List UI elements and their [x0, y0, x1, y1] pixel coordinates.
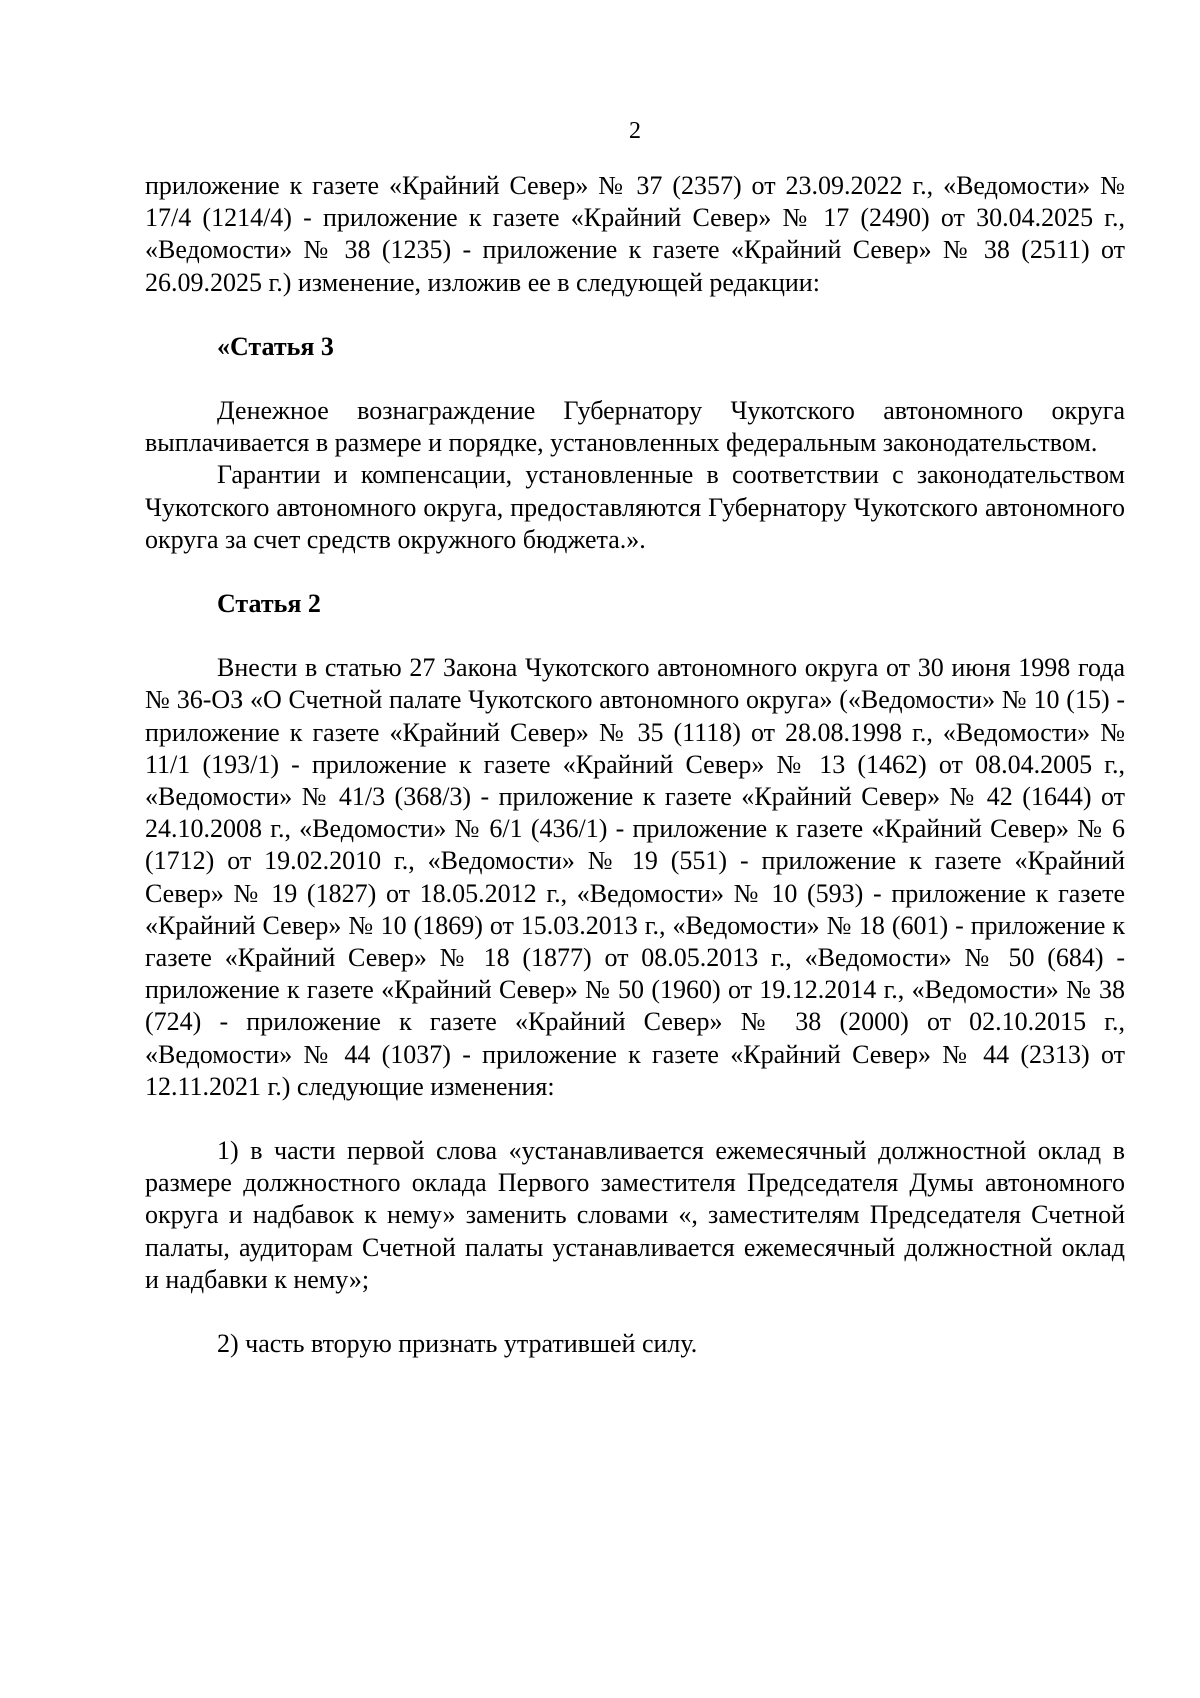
document-body	[145, 170, 1125, 1360]
article-2-heading: Статья 2	[217, 589, 321, 619]
article-3-paragraph-2: Гарантии и компенсации, установленные в соответствии с законодательством Чукотского автономного округа, предоставляются Губернатору Чукотского автономного округа за счет средств окружного бюджета.».	[145, 460, 1125, 554]
article-2-paragraph-1: Внести в статью 27 Закона Чукотского автономного округа от 30 июня 1998 года № 36-ОЗ «О Счетной палате Чукотского автономного округа» («Ведомости» № 10 (15) - приложение к газете «Крайний Север» № 35 (1118) от 28.08.1998 г., «Ведомости» № 11/1 (193/1) - приложение к газете «Крайний Север» № 13 (1462) от 08.04.2005 г., «Ведомости» № 41/3 (368/3) - приложение к газете «Крайний Север» № 42 (1644) от 24.10.2008 г., «Ведомости» № 6/1 (436/1) - приложение к газете «Крайний Север» № 6 (1712) от 19.02.2010 г., «Ведомости» № 19 (551) - приложение к газете «Крайний Север» № 19 (1827) от 18.05.2012 г., «Ведомости» № 10 (593) - приложение к газете «Крайний Север» № 10 (1869) от 15.03.2013 г., «Ведомости» № 18 (601) - приложение к газете «Крайний Север» № 18 (1877) от 08.05.2013 г., «Ведомости» № 50 (684) - приложение к газете «Крайний Север» № 50 (1960) от 19.12.2014 г., «Ведомости» № 38 (724) - приложение к газете «Крайний Север» № 38 (2000) от 02.10.2015 г., «Ведомости» № 44 (1037) - приложение к газете «Крайний Север» № 44 (2313) от 12.11.2021 г.) следующие изменения:	[145, 653, 1125, 1101]
article-3-paragraph-1: Денежное вознаграждение Губернатору Чукотского автономного округа выплачивается в размере и порядке, установленных федеральным законодательством.	[145, 396, 1125, 458]
amendment-item-1: 1) в части первой слова «устанавливается ежемесячный должностной оклад в размере должностного оклада Первого заместителя Председателя Думы автономного округа и надбавок к нему» заменить словами «, заместителям Председателя Счетной палаты, аудиторам Счетной палаты устанавливается ежемесячный должностной оклад и надбавки к нему»;	[145, 1136, 1125, 1294]
amendment-item-2: 2) часть вторую признать утратившей силу.	[217, 1329, 698, 1359]
page-number: 2	[629, 118, 641, 144]
intro-paragraph: приложение к газете «Крайний Север» № 37 (2357) от 23.09.2022 г., «Ведомости» № 17/4 (1214/4) - приложение к газете «Крайний Север» № 17 (2490) от 30.04.2025 г., «Ведомости» № 38 (1235) - приложение к газете «Крайний Север» № 38 (2511) от 26.09.2025 г.) изменение, изложив ее в следующей редакции:	[145, 171, 1125, 297]
article-3-heading: «Статья 3	[217, 331, 334, 361]
